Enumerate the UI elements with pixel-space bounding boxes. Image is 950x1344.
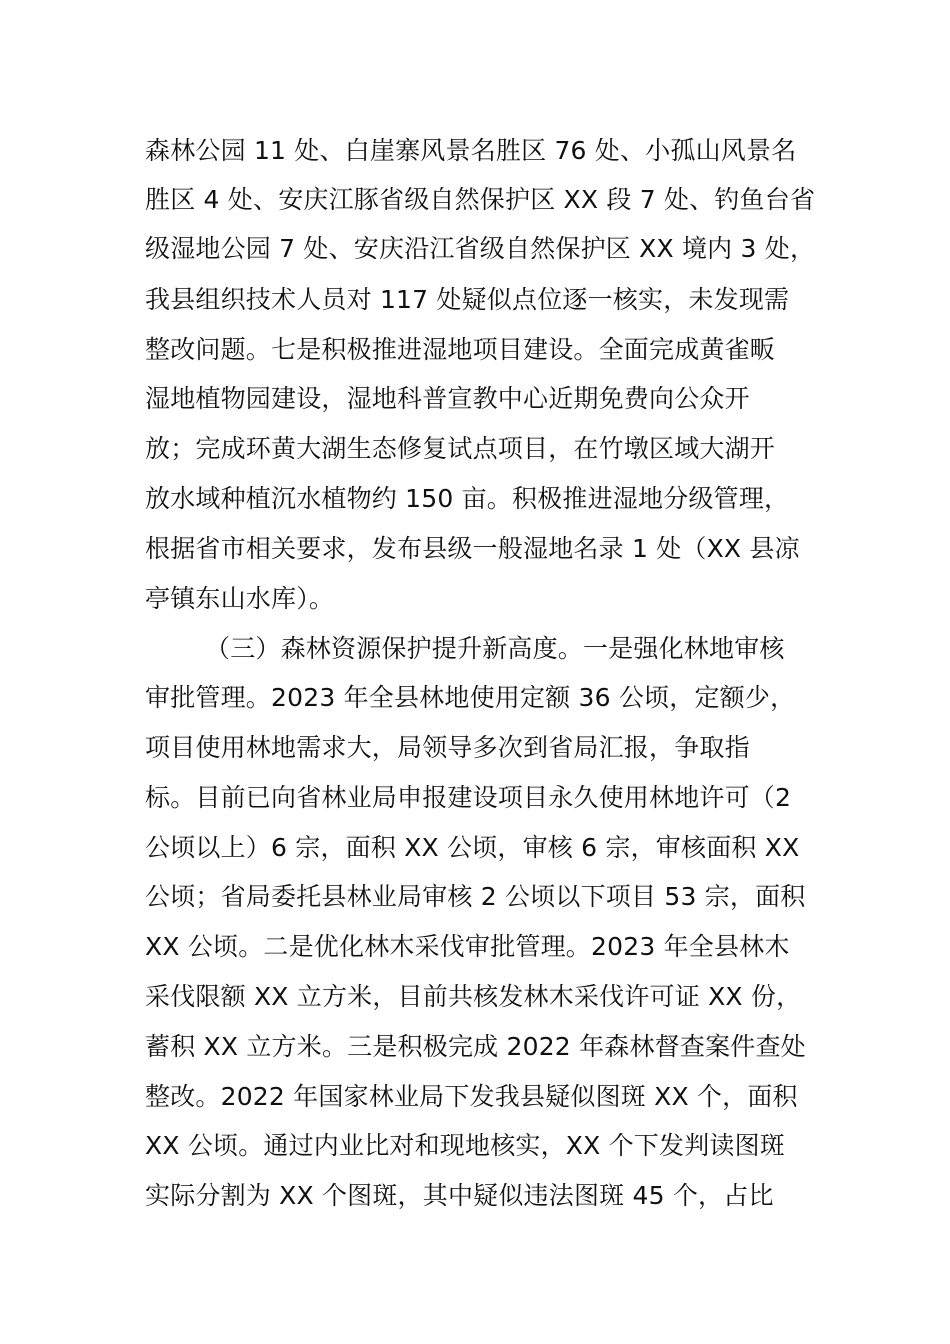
text-line: 级湿地公园 7 处、安庆沿江省级自然保护区 XX 境内 3 处， (145, 234, 816, 263)
text-line: 蓄积 XX 立方米。三是积极完成 2022 年森林督查案件查处 (145, 1032, 806, 1061)
text-line: 项目使用林地需求大，局领导多次到省局汇报，争取指 (145, 733, 750, 762)
text-line: 湿地植物园建设，湿地科普宣教中心近期免费向公众开 (145, 384, 750, 413)
text-line: XX 公顷。通过内业比对和现地核实，XX 个下发判读图斑 (145, 1131, 786, 1160)
text-line: 根据省市相关要求，发布县级一般湿地名录 1 处（XX 县凉 (145, 534, 800, 563)
text-line: 整改。2022 年国家林业局下发我县疑似图斑 XX 个，面积 (145, 1082, 798, 1111)
section-heading-line: （三）森林资源保护提升新高度。一是强化林地审核 (205, 634, 785, 663)
text-line: 采伐限额 XX 立方米，目前共核发林木采伐许可证 XX 份， (145, 982, 802, 1011)
text-line: 胜区 4 处、安庆江豚省级自然保护区 XX 段 7 处、钓鱼台省 (145, 185, 816, 214)
text-line: 放；完成环黄大湖生态修复试点项目，在竹墩区域大湖开 (145, 434, 776, 463)
text-line: 公顷；省局委托县林业局审核 2 公顷以下项目 53 宗，面积 (145, 882, 806, 911)
text-line: 森林公园 11 处、白崖寨风景名胜区 76 处、小孤山风景名 (145, 136, 797, 165)
text-line: 标。目前已向省林业局申报建设项目永久使用林地许可（2 (145, 783, 792, 812)
text-line: 亭镇东山水库）。 (145, 584, 335, 613)
text-line: 放水域种植沉水植物约 150 亩。积极推进湿地分级管理， (145, 484, 790, 513)
text-line: 公顷以上）6 宗，面积 XX 公顷，审核 6 宗，审核面积 XX (145, 833, 800, 862)
text-line: XX 公顷。二是优化林木采伐审批管理。2023 年全县林木 (145, 932, 790, 961)
text-line: 审批管理。2023 年全县林地使用定额 36 公顷，定额少， (145, 683, 796, 712)
text-line: 整改问题。七是积极推进湿地项目建设。全面完成黄雀畈 (145, 335, 776, 364)
text-line: 我县组织技术人员对 117 处疑似点位逐一核实，未发现需 (145, 285, 790, 314)
text-line: 实际分割为 XX 个图斑，其中疑似违法图斑 45 个，占比 (145, 1181, 774, 1210)
